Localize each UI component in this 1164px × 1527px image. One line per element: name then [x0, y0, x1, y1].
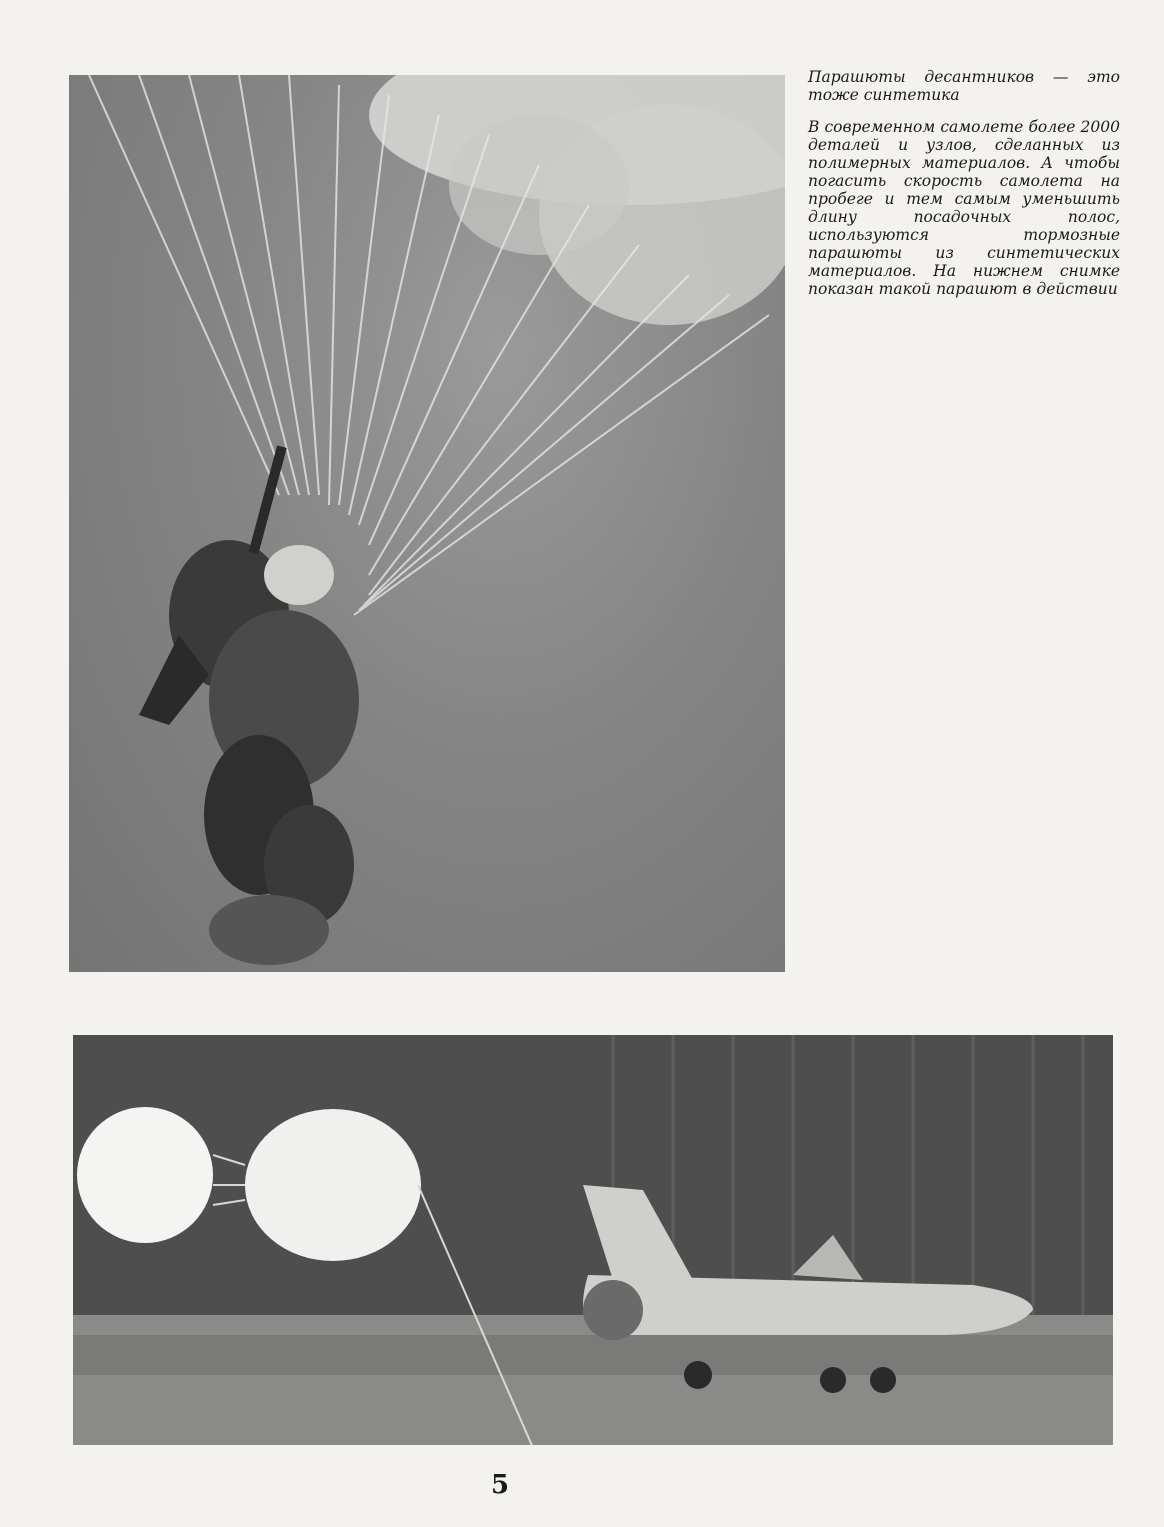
jet-drogue-illustration	[73, 1035, 1113, 1445]
paratrooper-illustration	[69, 75, 785, 972]
jet-drogue-photo	[73, 1035, 1113, 1445]
paratrooper-photo	[69, 75, 785, 972]
caption-body: В современном самолете более 2000 деталей и узлов, сделанных из полимерных материалов. А чтобы погасить скорость самолета на пробеге и тем самым уменьшить длину посадочных полос, используются тормозные парашюты из синтетических материалов. На нижнем снимке показан такой парашют в действии	[808, 118, 1120, 298]
caption-title: Парашюты десантников — это тоже синтетика	[808, 68, 1120, 104]
photo-caption	[808, 68, 1120, 298]
page-number: 5	[490, 1470, 510, 1500]
